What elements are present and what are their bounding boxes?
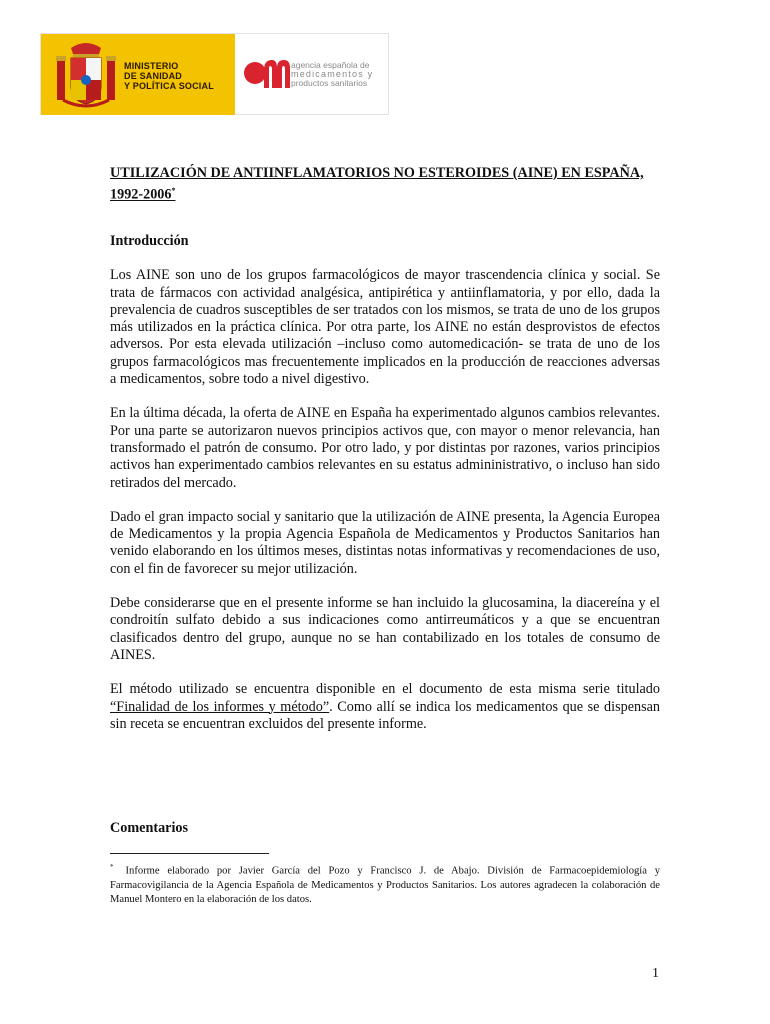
coat-of-arms-icon — [55, 40, 117, 110]
comments-heading: Comentarios — [110, 820, 189, 836]
main-content — [110, 233, 660, 733]
paragraph-3: Dado el gran impacto social y sanitario que la utilización de AINE presenta, la Agencia Europea de Medicamentos y la propia Agencia Española de Medicamentos y Productos Sanitarios han venido elaborando en los últimos meses, distintas notas informativas y recomendaciones de uso, con el fin de favorecer su mejor utilización. — [110, 508, 660, 577]
paragraph-5 — [110, 681, 660, 733]
ministry-line-1: MINISTERIO — [124, 61, 179, 71]
agency-name — [291, 61, 373, 88]
footnote-divider — [110, 853, 269, 854]
method-document-link[interactable]: “Finalidad de los informes y método” — [110, 698, 330, 715]
method-text-end: . Como allí se indica los medicamentos que se dispensan sin receta se encuentran excluidos del presente informe. — [110, 698, 660, 732]
document-title — [110, 165, 660, 204]
paragraph-2: En la última década, la oferta de AINE en España ha experimentado algunos cambios relevantes. Por una parte se autorizaron nuevos principios activos que, con mayor o menor relevancia, han transformado el patrón de consumo. Por otro lado, y por distintas por razones, varios principios activos han experimentado cambios relevantes en su estatus admininistrativo, o incluso han sido retirados del mercado. — [110, 405, 660, 491]
agency-line-3: productos sanitarios — [291, 78, 368, 88]
agency-line-2: medicamentos y — [291, 69, 374, 79]
agency-line-1: agencia española de — [291, 60, 370, 70]
method-text-start: El método utilizado se encuentra disponible en el documento de esta misma serie titulado — [110, 681, 660, 698]
paragraph-4: Debe considerarse que en el presente informe se han incluido la glucosamina, la diacereína y el condroitín sulfato debido a sus indicaciones como antirreumáticos y a que se encuentran clasificados dentro del grupo, aunque no se han contabilizado en los totales de consumo de AINES. — [110, 595, 660, 663]
agency-logo-icon — [244, 58, 290, 88]
comments-section — [110, 820, 660, 837]
paragraph-1: Los AINE son uno de los grupos farmacológicos de mayor trascendencia clínica y social. Se trata de fármacos con actividad analgésica, antipirética y antiinflamatoria, y por ello, dada la prevalencia de cuadros susceptibles de ser tratados con los mismos, se trata de uno de los grupos más utilizados en la práctica clínica. Por otra parte, los AINE no están desprovistos de efectos adversos. Por esta elevada utilización –incluso como automedicación- se trata de uno de los grupos farmacológicos mas frecuentemente implicados en la producción de reacciones adversas a medicamentos, sobre todo a nivel digestivo. — [110, 267, 660, 388]
header-logos — [40, 33, 389, 115]
introduction-heading: Introducción — [110, 233, 189, 249]
page-number: 1 — [652, 966, 659, 981]
ministry-logo — [41, 34, 235, 115]
footnote — [110, 860, 660, 907]
ministry-line-2: DE SANIDAD — [124, 71, 183, 81]
footnote-text: Informe elaborado por Javier García del Pozo y Francisco J. de Abajo. División de Farmacoepidemiología y Farmacovigilancia de la Agencia Española de Medicamentos y Productos Sanitarios. Los autores agradecen la colaboración de Manuel Montero en la elaboración de los datos. — [110, 865, 660, 905]
ministry-name — [124, 61, 214, 91]
title-footnote-marker: * — [171, 186, 176, 195]
footnote-marker: * — [110, 863, 114, 871]
ministry-line-3: Y POLÍTICA SOCIAL — [124, 81, 214, 91]
title-text: UTILIZACIÓN DE ANTIINFLAMATORIOS NO ESTEROIDES (AINE) EN ESPAÑA, 1992-2006 — [110, 165, 644, 203]
